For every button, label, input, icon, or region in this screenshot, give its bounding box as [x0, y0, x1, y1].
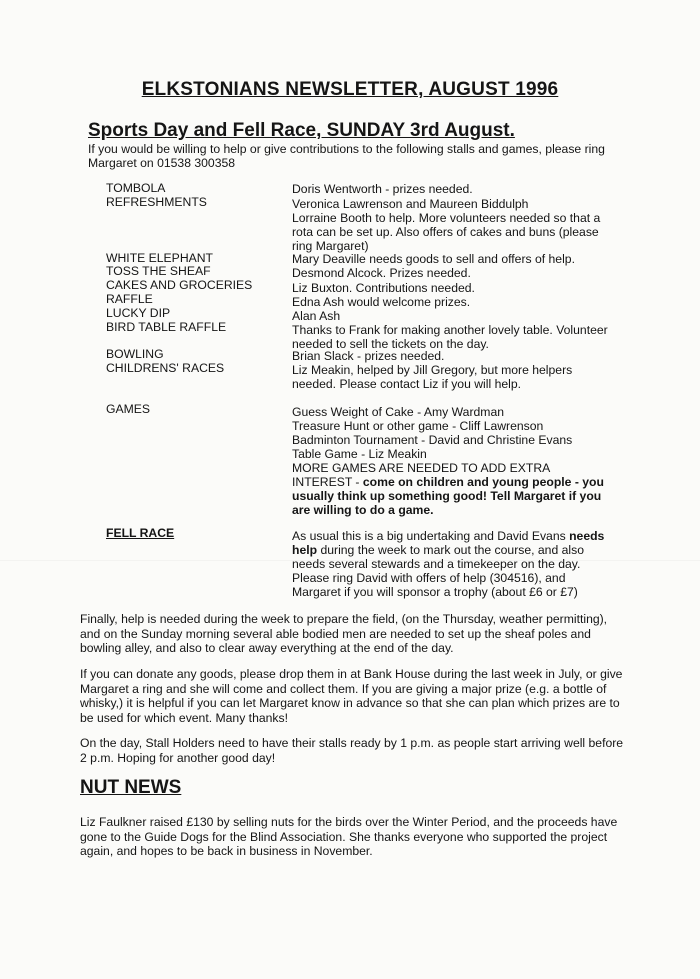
stall-label-childrens-races: CHILDRENS' RACES	[106, 361, 225, 375]
paragraph-on-the-day: On the day, Stall Holders need to have their stalls ready by 1 p.m. as people start arriving well before 2 p.m. Hoping for another good day!	[80, 736, 624, 765]
paragraph-finally: Finally, help is needed during the week to prepare the field, (on the Thursday, weather permitting), and on the Sunday morning several able bodied men are needed to set up the sheaf poles and bowling alley, and also to clear away everything at the end of the day.	[80, 612, 608, 655]
paragraph-donate: If you can donate any goods, please drop them in at Bank House during the last week in July, or give Margaret a ring and she will come and collect them. If you are giving a major prize (e.g. a bottle of whisky,) it is helpful if you can let Margaret know in advance so that she can plan which prizes are to be used for which event. Many thanks!	[80, 667, 623, 725]
nut-news-text: Liz Faulkner raised £130 by selling nuts for the birds over the Winter Period, and the proceeds have gone to the Guide Dogs for the Blind Association. She thanks everyone who supported the project again, and hopes to be back in business in November.	[80, 815, 618, 858]
games-list	[292, 405, 612, 517]
nut-news-heading: NUT NEWS	[80, 777, 182, 798]
stall-label-refreshments: REFRESHMENTS	[106, 195, 207, 209]
stall-desc-refreshments-extra: Lorraine Booth to help. More volunteers needed so that a rota can be set up. Also offers of cakes and buns (please ring Margaret)	[292, 211, 601, 253]
fell-race-text-1: As usual this is a big undertaking and David Evans	[292, 529, 570, 543]
stall-desc-refreshments: Veronica Lawrenson and Maureen Biddulph	[292, 197, 529, 211]
fell-race-label: FELL RACE	[106, 526, 175, 540]
stall-desc-tombola: Doris Wentworth - prizes needed.	[292, 182, 473, 196]
sports-intro: If you would be willing to help or give contributions to the following stalls and games, please ring Margaret on 01538 300358	[88, 142, 605, 170]
stall-label-toss-sheaf: TOSS THE SHEAF	[106, 264, 211, 278]
game-item: Table Game - Liz Meakin	[292, 447, 427, 461]
games-appeal	[292, 461, 612, 517]
fell-race-desc	[292, 529, 612, 599]
stall-desc-lucky-dip: Alan Ash	[292, 309, 341, 323]
stall-label-cakes-groceries: CAKES AND GROCERIES	[106, 278, 253, 292]
stall-label-lucky-dip: LUCKY DIP	[106, 306, 171, 320]
stall-desc-bowling: Brian Slack - prizes needed.	[292, 349, 445, 363]
stall-label-raffle: RAFFLE	[106, 292, 153, 306]
stall-label-white-elephant: WHITE ELEPHANT	[106, 251, 213, 265]
stall-desc-white-elephant: Mary Deaville needs goods to sell and offers of help.	[292, 252, 575, 266]
game-item: Treasure Hunt or other game - Cliff Lawrenson	[292, 419, 544, 433]
fell-race-text-2: during the week to mark out the course, and also needs several stewards and a timekeeper on the day. Please ring David with offers of help (304516), and Margaret if you will sponsor a trophy (about £6 or £7)	[292, 543, 584, 599]
game-item: Guess Weight of Cake - Amy Wardman	[292, 405, 505, 419]
fell-race-bold: needs help	[292, 529, 605, 557]
stall-desc-bird-table-raffle: Thanks to Frank for making another lovely table. Volunteer needed to sell the tickets on the day.	[292, 323, 608, 351]
games-label: GAMES	[106, 402, 151, 416]
games-appeal-text: MORE GAMES ARE NEEDED TO ADD EXTRA INTEREST -	[292, 461, 550, 489]
stall-label-bird-table-raffle: BIRD TABLE RAFFLE	[106, 320, 227, 334]
game-item: Badminton Tournament - David and Christine Evans	[292, 433, 573, 447]
stall-desc-raffle: Edna Ash would welcome prizes.	[292, 295, 471, 309]
stall-desc-childrens-races: Liz Meakin, helped by Jill Gregory, but more helpers needed. Please contact Liz if you will help.	[292, 363, 573, 391]
games-appeal-bold: come on children and young people - you usually think up something good! Tell Margaret if you are willing to do a game.	[292, 475, 604, 517]
stall-label-bowling: BOWLING	[106, 347, 164, 361]
newsletter-title: ELKSTONIANS NEWSLETTER, AUGUST 1996	[141, 79, 559, 100]
stall-desc-cakes-groceries: Liz Buxton. Contributions needed.	[292, 281, 475, 295]
sports-day-heading: Sports Day and Fell Race, SUNDAY 3rd August.	[88, 120, 515, 141]
stall-desc-toss-sheaf: Desmond Alcock. Prizes needed.	[292, 266, 471, 280]
stall-label-tombola: TOMBOLA	[106, 181, 166, 195]
